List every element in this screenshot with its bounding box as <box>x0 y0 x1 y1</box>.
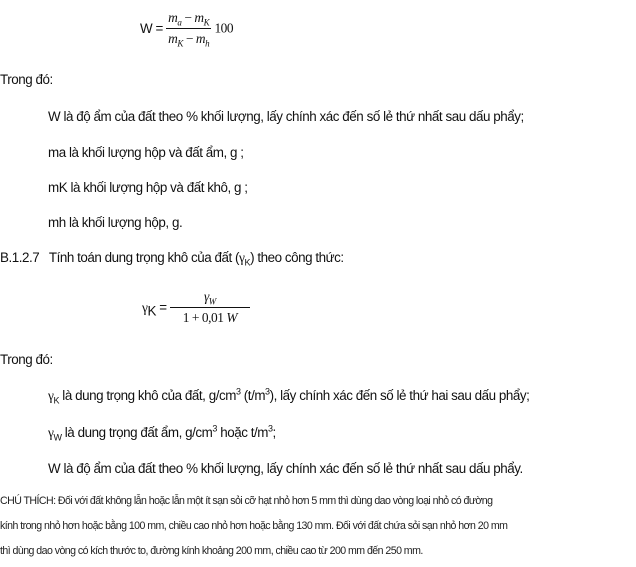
formula-equals: = <box>155 21 163 36</box>
note-line-3: thì dùng dao vòng có kích thước to, đường kính khoảng 200 mm, chiều cao từ 200 mm đến 250 mm. <box>0 545 423 557</box>
definition-w-1: W là độ ẩm của đất theo % khối lượng, lấy chính xác đến số lẻ thứ nhất sau dấu phẩy; <box>48 109 524 124</box>
formula2-denominator: 1 + 0,01 W <box>182 310 238 325</box>
where-label-2: Trong đó: <box>0 352 53 367</box>
formula-lhs: W <box>140 21 153 36</box>
formula2-lhs: $\gamma_K$ <box>142 299 156 319</box>
section-text-before: Tính toán dung trọng khô của đất ( <box>48 250 240 265</box>
section-heading: B.1.2.7 Tính toán dung trọng khô của đất $(\gamma_K)$ theo công thức: <box>0 250 344 268</box>
definition-gamma-w: $\gamma_W$ là dung trọng đất ẩm, $g/cm^3$ hoặc $t/m^3$; <box>48 423 276 443</box>
moisture-formula <box>140 10 233 47</box>
fraction-bar-2 <box>170 307 250 308</box>
formula-denominator: $m_K - m_h$ <box>168 31 210 49</box>
section-text-after: ) theo công thức: <box>250 250 344 265</box>
section-number: B.1.2.7 <box>0 250 40 265</box>
dry-density-formula <box>142 289 250 326</box>
definition-w-2: W là độ ẩm của đất theo % khối lượng, lấy chính xác đến số lẻ thứ nhất sau dấu phẩy. <box>48 461 523 476</box>
definition-mh: mh là khối lượng hộp, g. <box>48 215 183 230</box>
formula2-fraction <box>170 289 250 326</box>
where-label-1: Trong đó: <box>0 72 53 87</box>
note-line-2: kính trong nhỏ hơn hoặc bằng 100 mm, chiều cao nhỏ hơn hoặc bằng 130 mm. Đối với đất chứa sỏi sạn nhỏ hơn 20 mm <box>0 520 508 532</box>
formula2-equals: = <box>159 300 167 315</box>
formula-factor: 100 <box>214 20 234 36</box>
section-symbol: γ <box>239 250 245 265</box>
definition-mk: mK là khối lượng hộp và đất khô, g ; <box>48 180 248 195</box>
fraction-bar <box>166 28 211 29</box>
formula2-numerator: $\gamma_W$ <box>203 289 216 307</box>
note-line-1: CHÚ THÍCH: Đối với đất không lẫn hoặc lẫn một ít sạn sỏi cỡ hạt nhỏ hơn 5 mm thì dùng dao vòng loại nhỏ có đường <box>0 495 493 507</box>
formula-numerator: $m_a - m_K$ <box>168 10 210 28</box>
definition-ma: ma là khối lượng hộp và đất ẩm, g ; <box>48 145 244 160</box>
formula-fraction <box>166 10 211 47</box>
definition-gamma-k: $\gamma_K$ là dung trọng khô của đất, $g/cm^3$ $(t/m^3)$, lấy chính xác đến số lẻ thứ hai sau dấu phẩy; <box>48 386 530 406</box>
